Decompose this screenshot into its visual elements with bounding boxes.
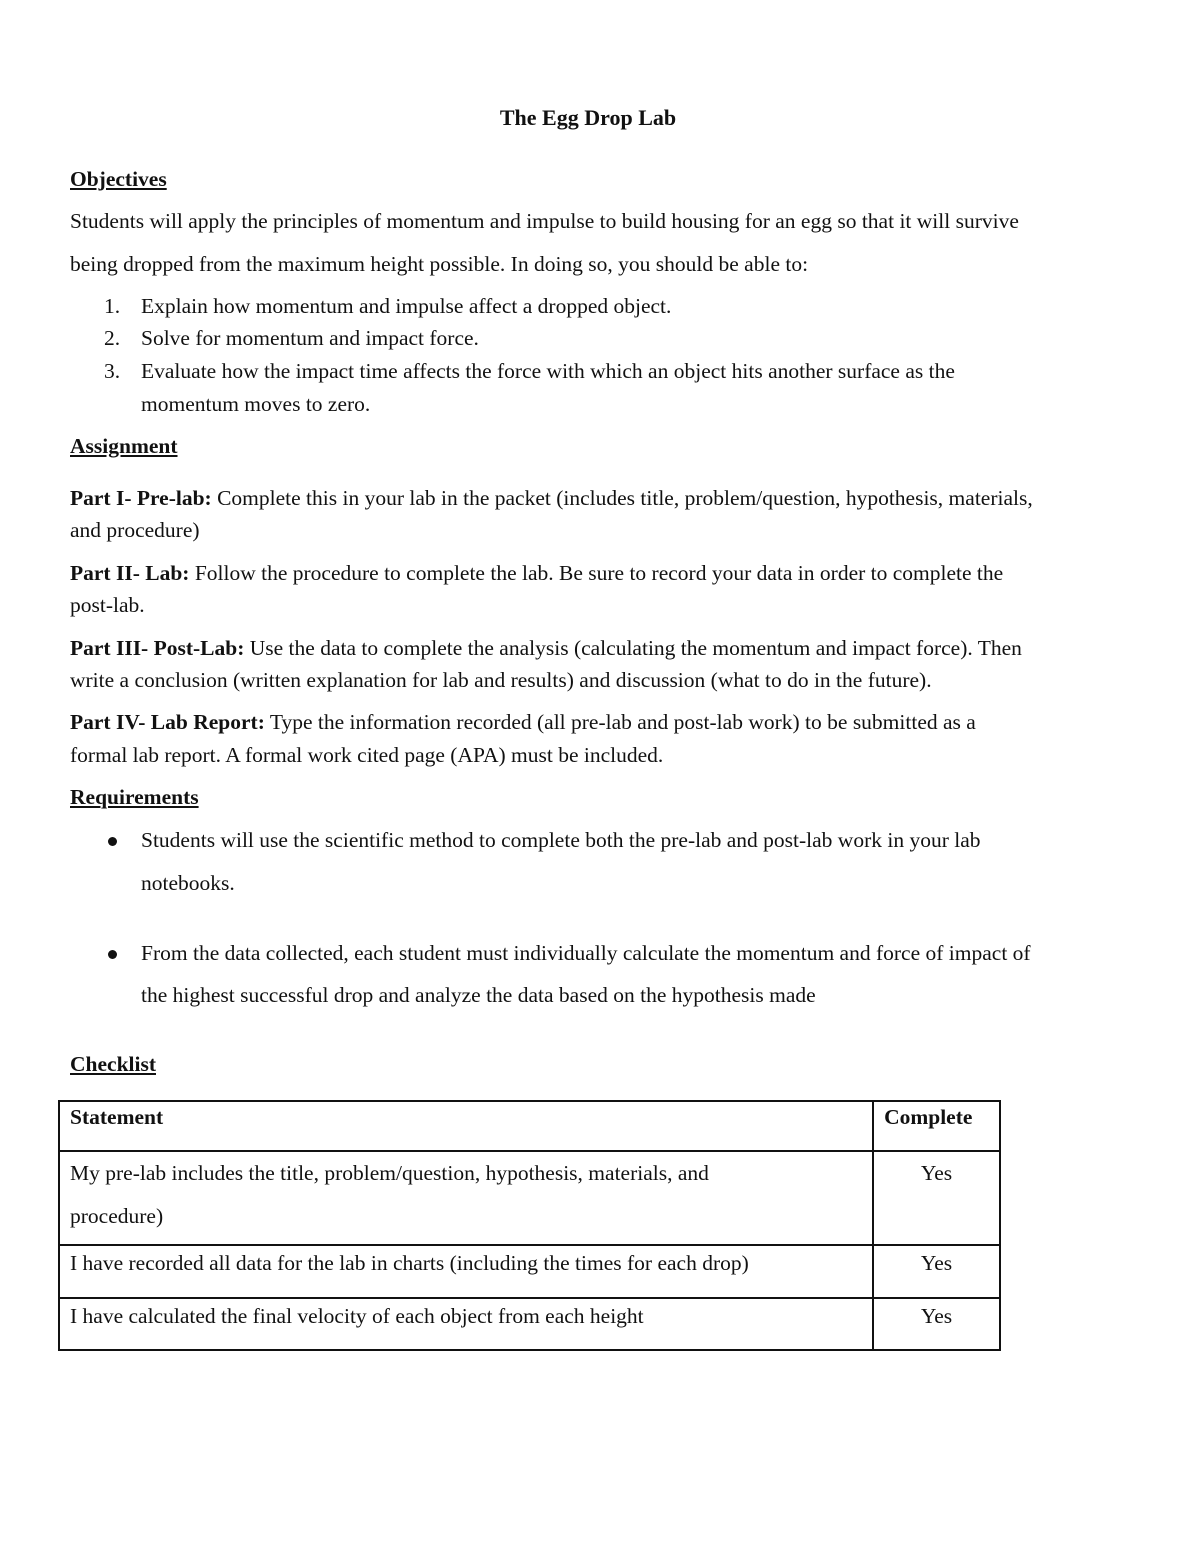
part-text: Type the information recorded (all pre-lab and post-lab work) to be submitted as a (264, 710, 976, 734)
statement-cell (59, 1151, 873, 1245)
requirements-heading: Requirements (70, 785, 199, 809)
part-label: Part IV- Lab Report: (70, 710, 265, 734)
objective-item: Solve for momentum and impact force. (141, 326, 479, 350)
complete-cell: Yes (873, 1298, 1000, 1350)
objective-number: 3. (104, 359, 121, 383)
objectives-heading: Objectives (70, 167, 167, 191)
part-label: Part III- Post-Lab: (70, 636, 245, 660)
bullet-icon (108, 837, 117, 846)
assignment-part-1-continued: and procedure) (70, 518, 200, 542)
assignment-part-4 (70, 710, 976, 735)
column-header-statement: Statement (59, 1101, 873, 1151)
assignment-part-2 (70, 561, 1003, 586)
statement-cell: I have calculated the final velocity of each object from each height (59, 1298, 873, 1350)
checklist-heading: Checklist (70, 1052, 156, 1076)
requirement-item: From the data collected, each student must individually calculate the momentum and force of impact of (141, 941, 1031, 965)
table-row (59, 1245, 1000, 1298)
assignment-part-3 (70, 636, 1022, 661)
table-row (59, 1298, 1000, 1350)
table-row (59, 1151, 1000, 1245)
statement-line: procedure) (70, 1204, 164, 1228)
page-title: The Egg Drop Lab (499, 105, 677, 130)
part-text: Complete this in your lab in the packet (includes title, problem/question, hypothesis, materials, (211, 486, 1033, 510)
checklist-table (58, 1100, 1001, 1351)
table-header-row (59, 1101, 1000, 1151)
assignment-part-3-continued: write a conclusion (written explanation for lab and results) and discussion (what to do in the future). (70, 668, 932, 692)
assignment-part-2-continued: post-lab. (70, 593, 145, 617)
objectives-intro-line-1: Students will apply the principles of momentum and impulse to build housing for an egg so that it will survive (70, 209, 1019, 233)
requirement-item-continued: the highest successful drop and analyze the data based on the hypothesis made (141, 983, 816, 1007)
statement-line: My pre-lab includes the title, problem/question, hypothesis, materials, and (70, 1161, 709, 1185)
objective-item: Explain how momentum and impulse affect a dropped object. (141, 294, 672, 318)
assignment-part-4-continued: formal lab report. A formal work cited page (APA) must be included. (70, 743, 664, 767)
assignment-heading: Assignment (70, 434, 178, 458)
complete-cell: Yes (873, 1151, 1000, 1245)
complete-cell: Yes (873, 1245, 1000, 1298)
objective-number: 1. (104, 294, 121, 318)
requirement-item: Students will use the scientific method to complete both the pre-lab and post-lab work in your lab (141, 828, 981, 852)
part-label: Part II- Lab: (70, 561, 190, 585)
part-label: Part I- Pre-lab: (70, 486, 212, 510)
objective-item: Evaluate how the impact time affects the force with which an object hits another surface as the (141, 359, 955, 383)
bullet-icon (108, 950, 117, 959)
statement-cell: I have recorded all data for the lab in charts (including the times for each drop) (59, 1245, 873, 1298)
objective-item-continued: momentum moves to zero. (141, 392, 371, 416)
requirement-item-continued: notebooks. (141, 871, 235, 895)
column-header-complete: Complete (873, 1101, 1000, 1151)
part-text: Follow the procedure to complete the lab. Be sure to record your data in order to complete the (189, 561, 1004, 585)
assignment-part-1 (70, 486, 1033, 511)
objectives-intro-line-2: being dropped from the maximum height possible. In doing so, you should be able to: (70, 252, 809, 276)
part-text: Use the data to complete the analysis (calculating the momentum and impact force). Then (244, 636, 1022, 660)
objective-number: 2. (104, 326, 121, 350)
